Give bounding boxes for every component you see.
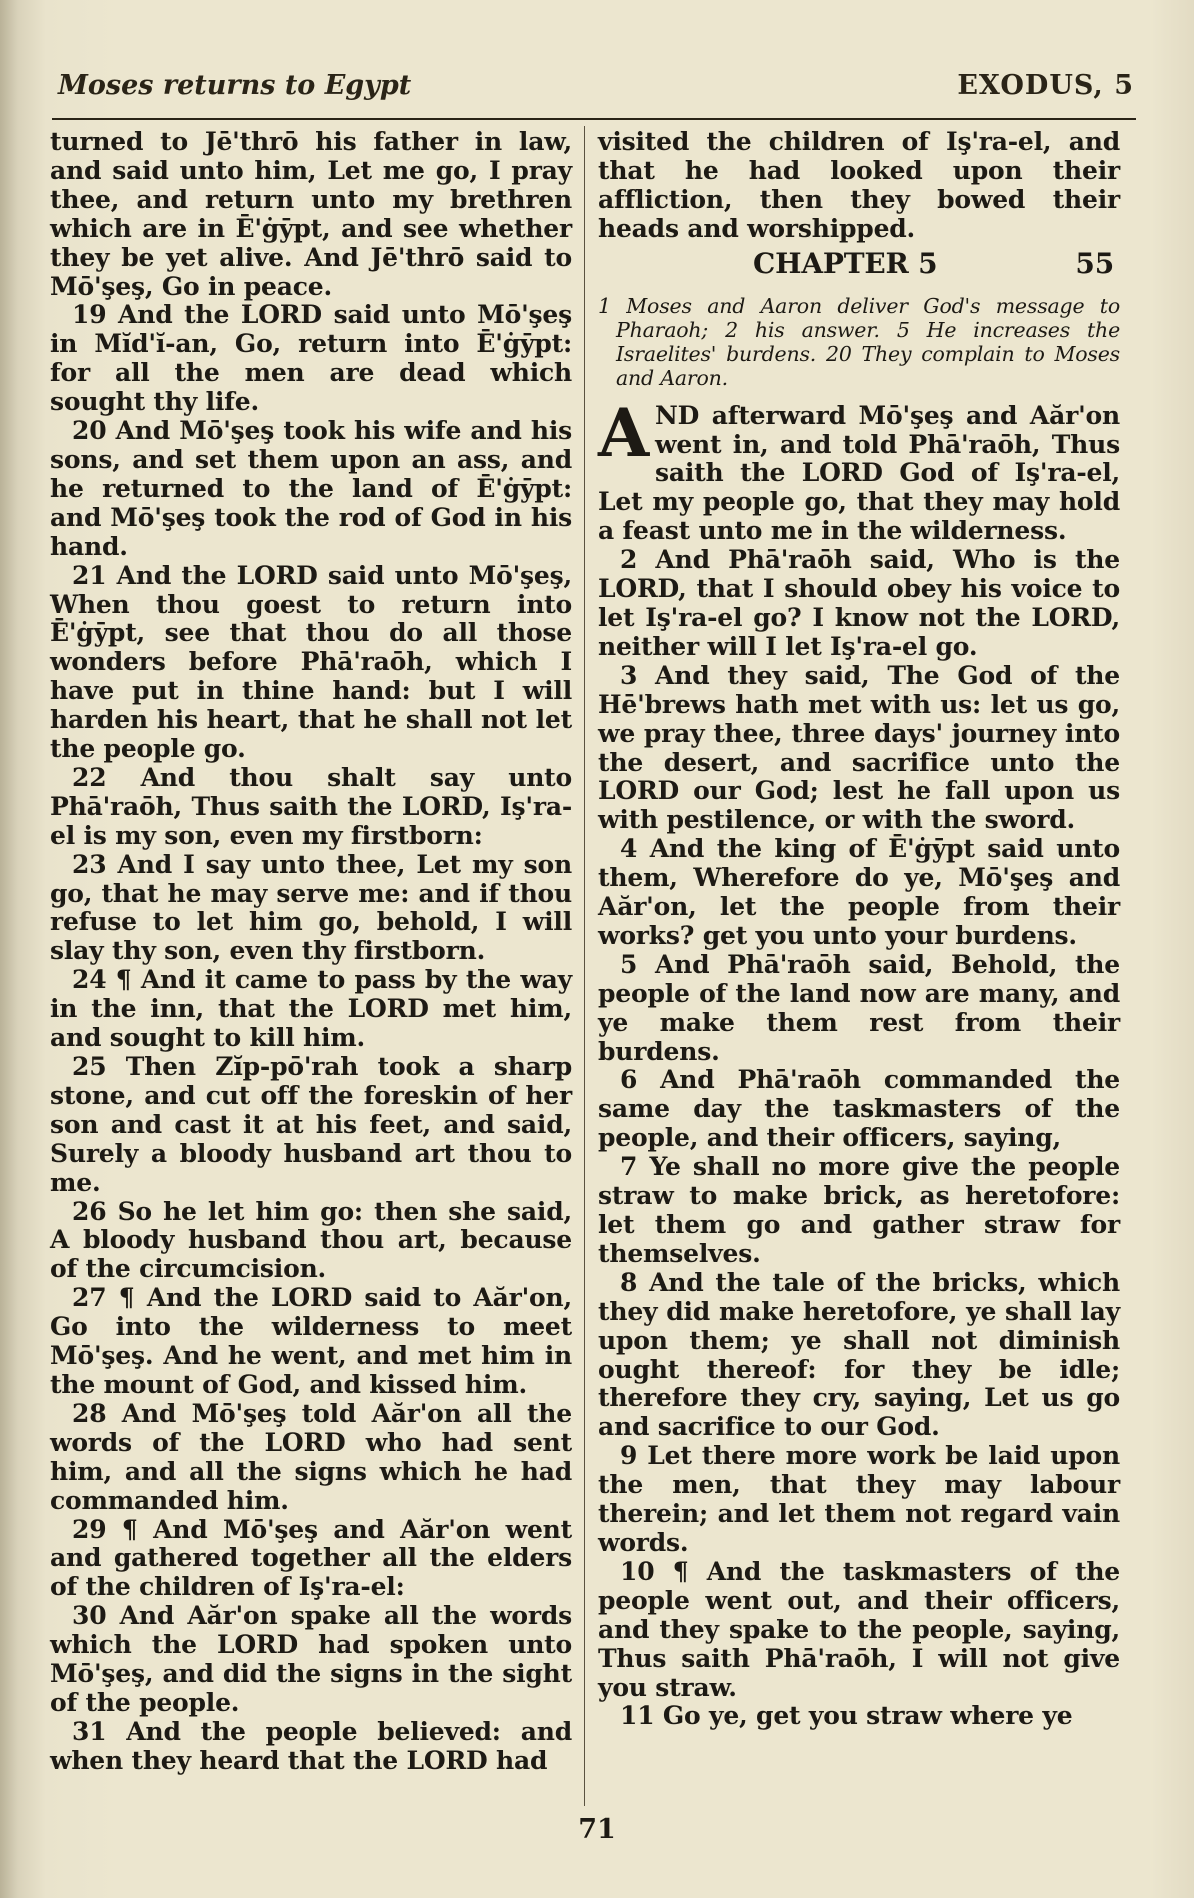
column-divider bbox=[584, 126, 585, 1806]
chapter-heading bbox=[598, 246, 1120, 284]
verse-1-text: ND afterward Mō'şeş and Aăr'on went in, and told Phā'raōh, Thus saith the LORD God of Iş'ra-el, Let my people go, that they may hold a feast unto me in the wilderness. bbox=[598, 400, 1120, 546]
verse-7: 7 Ye shall no more give the people straw to make brick, as heretofore: let them go and gather straw for themselves. bbox=[598, 1152, 1120, 1268]
verse-24: 24 ¶ And it came to pass by the way in the inn, that the LORD met him, and sought to kill him. bbox=[50, 965, 572, 1053]
verse-19: 19 And the LORD said unto Mō'şeş in Mĭd'ĭ-an, Go, return into Ē'ġȳpt: for all the men are dead which sought thy life. bbox=[50, 300, 572, 417]
verse-2: 2 And Phā'raōh said, Who is the LORD, that I should obey his voice to let Iş'ra-el go? I know not the LORD, neither will I let Iş'ra-el go. bbox=[598, 545, 1120, 661]
verse-27: 27 ¶ And the LORD said to Aăr'on, Go into the wilderness to meet Mō'şeş. And he went, and met him in the mount of God, and kissed him. bbox=[50, 1283, 572, 1399]
verse-9: 9 Let there more work be laid upon the men, that they may labour therein; and let them not regard vain words. bbox=[598, 1441, 1120, 1557]
drop-cap: A bbox=[598, 393, 650, 472]
left-column bbox=[50, 128, 572, 1776]
verse-continuation: turned to Jē'thrō his father in law, and said unto him, Let me go, I pray thee, and return unto my brethren which are in Ē'ġȳpt, and see whether they be yet alive. And Jē'thrō said to Mō'şeş, Go in peace. bbox=[50, 127, 572, 301]
verse-6: 6 And Phā'raōh commanded the same day the taskmasters of the people, and their officers, saying, bbox=[598, 1065, 1120, 1153]
verse-3: 3 And they said, The God of the Hē'brews hath met with us: let us go, we pray thee, three days' journey into the desert, and sacrifice unto the LORD our God; lest he fall upon us with pestilence, or with the sword. bbox=[598, 660, 1120, 835]
verse-continuation: visited the children of Iş'ra-el, and that he had looked upon their affliction, then they bowed their heads and worshipped. bbox=[598, 127, 1120, 243]
page-header bbox=[58, 70, 1134, 110]
verse-29: 29 ¶ And Mō'şeş and Aăr'on went and gathered together all the elders of the children of Iş'ra-el: bbox=[50, 1514, 572, 1602]
verse-21: 21 And the LORD said unto Mō'şeş, When thou goest to return into Ē'ġȳpt, see that thou do all those wonders before Phā'raōh, which I have put in thine hand: but I will harden his heart, that he shall not let the people go. bbox=[50, 560, 572, 764]
verse-22: 22 And thou shalt say unto Phā'raōh, Thus saith the LORD, Iş'ra-el is my son, even my firstborn: bbox=[50, 762, 572, 850]
chapter-summary: 1 Moses and Aaron deliver God's message to Pharaoh; 2 his answer. 5 He increases the Israelites' burdens. 20 They complain to Moses and Aaron. bbox=[598, 293, 1120, 390]
verse-20: 20 And Mō'şeş took his wife and his sons, and set them upon an ass, and he returned to the land of Ē'ġȳpt: and Mō'şeş took the rod of God in his hand. bbox=[50, 416, 572, 561]
verse-28: 28 And Mō'şeş told Aăr'on all the words of the LORD who had sent him, and all the signs which he had commanded him. bbox=[50, 1398, 572, 1515]
running-head: Moses returns to Egypt bbox=[58, 70, 412, 101]
chapter-label: CHAPTER 5 bbox=[753, 246, 938, 280]
verse-10: 10 ¶ And the taskmasters of the people went out, and their officers, and they spake to the people, saying, Thus saith Phā'raōh, I will not give you straw. bbox=[598, 1556, 1120, 1702]
verse-25: 25 Then Zĭp-pō'rah took a sharp stone, and cut off the foreskin of her son and cast it at his feet, and said, Surely a bloody husband art thou to me. bbox=[50, 1052, 572, 1197]
page-number: 71 bbox=[578, 1814, 616, 1845]
verse-8: 8 And the tale of the bricks, which they did make heretofore, ye shall lay upon them; ye shall not diminish ought thereof: for they be idle; therefore they cry, saying, Let us go and sacrifice to our God. bbox=[598, 1267, 1120, 1442]
verse-26: 26 So he let him go: then she said, A bloody husband thou art, because of the circumcision. bbox=[50, 1196, 572, 1284]
chapter-number-marker: 55 bbox=[1075, 246, 1114, 280]
verse-1 bbox=[598, 393, 1120, 547]
verse-23: 23 And I say unto thee, Let my son go, that he may serve me: and if thou refuse to let him go, behold, I will slay thy son, even thy firstborn. bbox=[50, 849, 572, 966]
right-column bbox=[598, 128, 1120, 1731]
verse-31: 31 And the people believed: and when they heard that the LORD had bbox=[50, 1716, 572, 1775]
header-rule bbox=[52, 118, 1136, 120]
verse-5: 5 And Phā'raōh said, Behold, the people of the land now are many, and ye make them rest from their burdens. bbox=[598, 949, 1120, 1066]
verse-4: 4 And the king of Ē'ġȳpt said unto them, Wherefore do ye, Mō'şeş and Aăr'on, let the people from their works? get you unto your burdens. bbox=[598, 834, 1120, 950]
verse-11: 11 Go ye, get you straw where ye bbox=[620, 1701, 1073, 1731]
verse-30: 30 And Aăr'on spake all the words which the LORD had spoken unto Mō'şeş, and did the signs in the sight of the people. bbox=[50, 1601, 572, 1717]
book-chapter-reference: EXODUS, 5 bbox=[957, 70, 1134, 101]
